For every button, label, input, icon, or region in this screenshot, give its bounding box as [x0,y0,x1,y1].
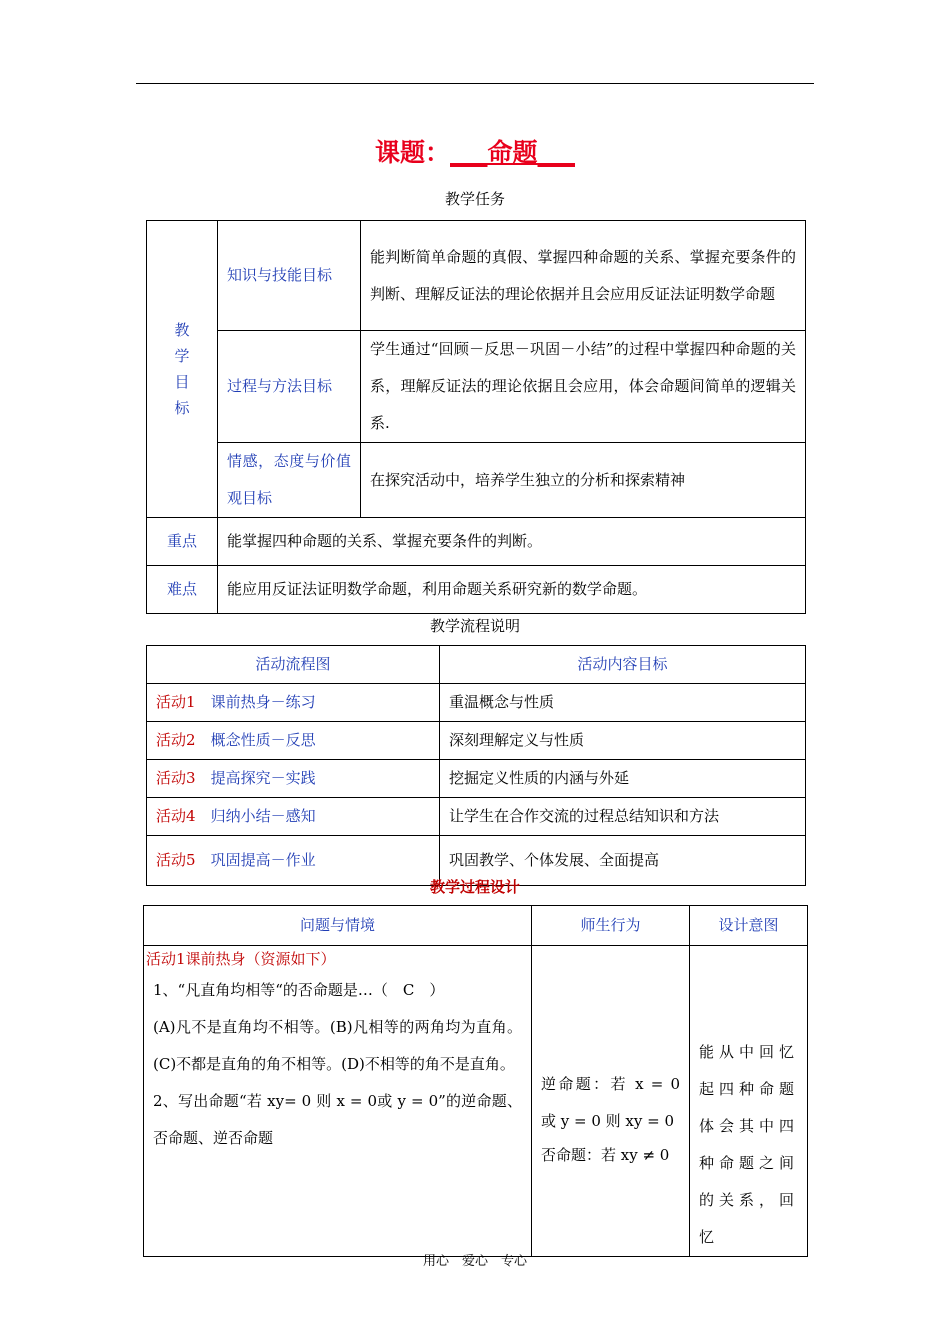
design-behavior-cell [532,946,690,1257]
goal-text-process: 学生通过“回顾－反思－巩固－小结”的过程中掌握四种命题的关系，理解反证法的理论依据且会应用，体会命题间简单的逻辑关系. [361,331,806,443]
design-table [143,905,808,1257]
flow-table [146,645,806,886]
title-blank-right: ___ [537,138,576,167]
design-intent-cell: 能从中回忆起四种命题体会其中四种命题之间的关系，回忆 [690,946,808,1257]
flow-content-3: 挖掘定义性质的内涵与外延 [440,760,806,798]
table-row [147,566,806,614]
design-header-intent: 设计意图 [690,906,808,946]
behavior-inverse: 否命题：若 xy ≠ 0 [541,1146,670,1164]
table-row [147,221,806,331]
flow-header-content: 活动内容目标 [440,646,806,684]
table-row [144,906,808,946]
table-row [147,331,806,443]
question-1-options: (A)凡不是直角均不相等。(B)凡相等的两角均为直角。(C)不都是直角的角不相等。(D)不相等的角不是直角。 [153,1018,522,1073]
activity1-title: 活动1课前热身（资源如下） [146,950,336,968]
flow-content-4: 让学生在合作交流的过程总结知识和方法 [440,798,806,836]
key-point-label: 重点 [147,518,218,566]
difficult-point-label: 难点 [147,566,218,614]
flow-activity-4: 活动4 归纳小结－感知 [147,798,440,836]
table-row [147,760,806,798]
flow-activity-5: 活动5 巩固提高－作业 [147,836,440,886]
title-prefix: 课题： [374,138,450,167]
flow-activity-1: 活动1 课前热身－练习 [147,684,440,722]
goal-label-knowledge: 知识与技能目标 [218,221,361,331]
key-point-text: 能掌握四种命题的关系、掌握充要条件的判断。 [218,518,806,566]
flow-content-2: 深刻理解定义与性质 [440,722,806,760]
question-2: 2、写出命题“若 xy= 0 则 x = 0或 y = 0”的逆命题、否命题、逆否命题 [153,1092,522,1147]
flow-content-5: 巩固教学、个体发展、全面提高 [440,836,806,886]
goal-label-process: 过程与方法目标 [218,331,361,443]
design-header-behavior: 师生行为 [532,906,690,946]
table-row [147,646,806,684]
design-header-problem: 问题与情境 [144,906,532,946]
goal-text-emotion: 在探究活动中，培养学生独立的分析和探索精神 [361,443,806,518]
table-row [144,946,808,1257]
flow-header-chart: 活动流程图 [147,646,440,684]
goal-text-knowledge: 能判断简单命题的真假、掌握四种命题的关系、掌握充要条件的判断、理解反证法的理论依据并且会应用反证法证明数学命题 [361,221,806,331]
goal-label-emotion: 情感，态度与价值观目标 [218,443,361,518]
goals-group-label: 教 学 目 标 [147,221,218,518]
header-rule [136,83,814,84]
table-row [147,443,806,518]
title-topic: 命题 [487,138,538,167]
flow-content-1: 重温概念与性质 [440,684,806,722]
flow-activity-2: 活动2 概念性质－反思 [147,722,440,760]
section-caption-tasks: 教学任务 [444,190,505,208]
section-caption-design: 教学过程设计 [429,878,520,896]
table-row [147,518,806,566]
page-footer: 用心 爱心 专心 [422,1254,527,1269]
question-1: 1、“凡直角均相等“的否命题是…（ C ） [153,981,445,999]
design-problem-cell [144,946,532,1257]
section-caption-flow: 教学流程说明 [429,617,520,635]
flow-activity-3: 活动3 提高探究－实践 [147,760,440,798]
difficult-point-text: 能应用反证法证明数学命题，利用命题关系研究新的数学命题。 [218,566,806,614]
page-title [0,133,950,169]
table-row [147,684,806,722]
goals-table [146,220,806,614]
behavior-converse: 逆命题：若 x = 0 或 y = 0 则 xy = 0 [541,1075,680,1130]
table-row [147,798,806,836]
table-row [147,722,806,760]
title-blank-left: ___ [450,138,488,167]
